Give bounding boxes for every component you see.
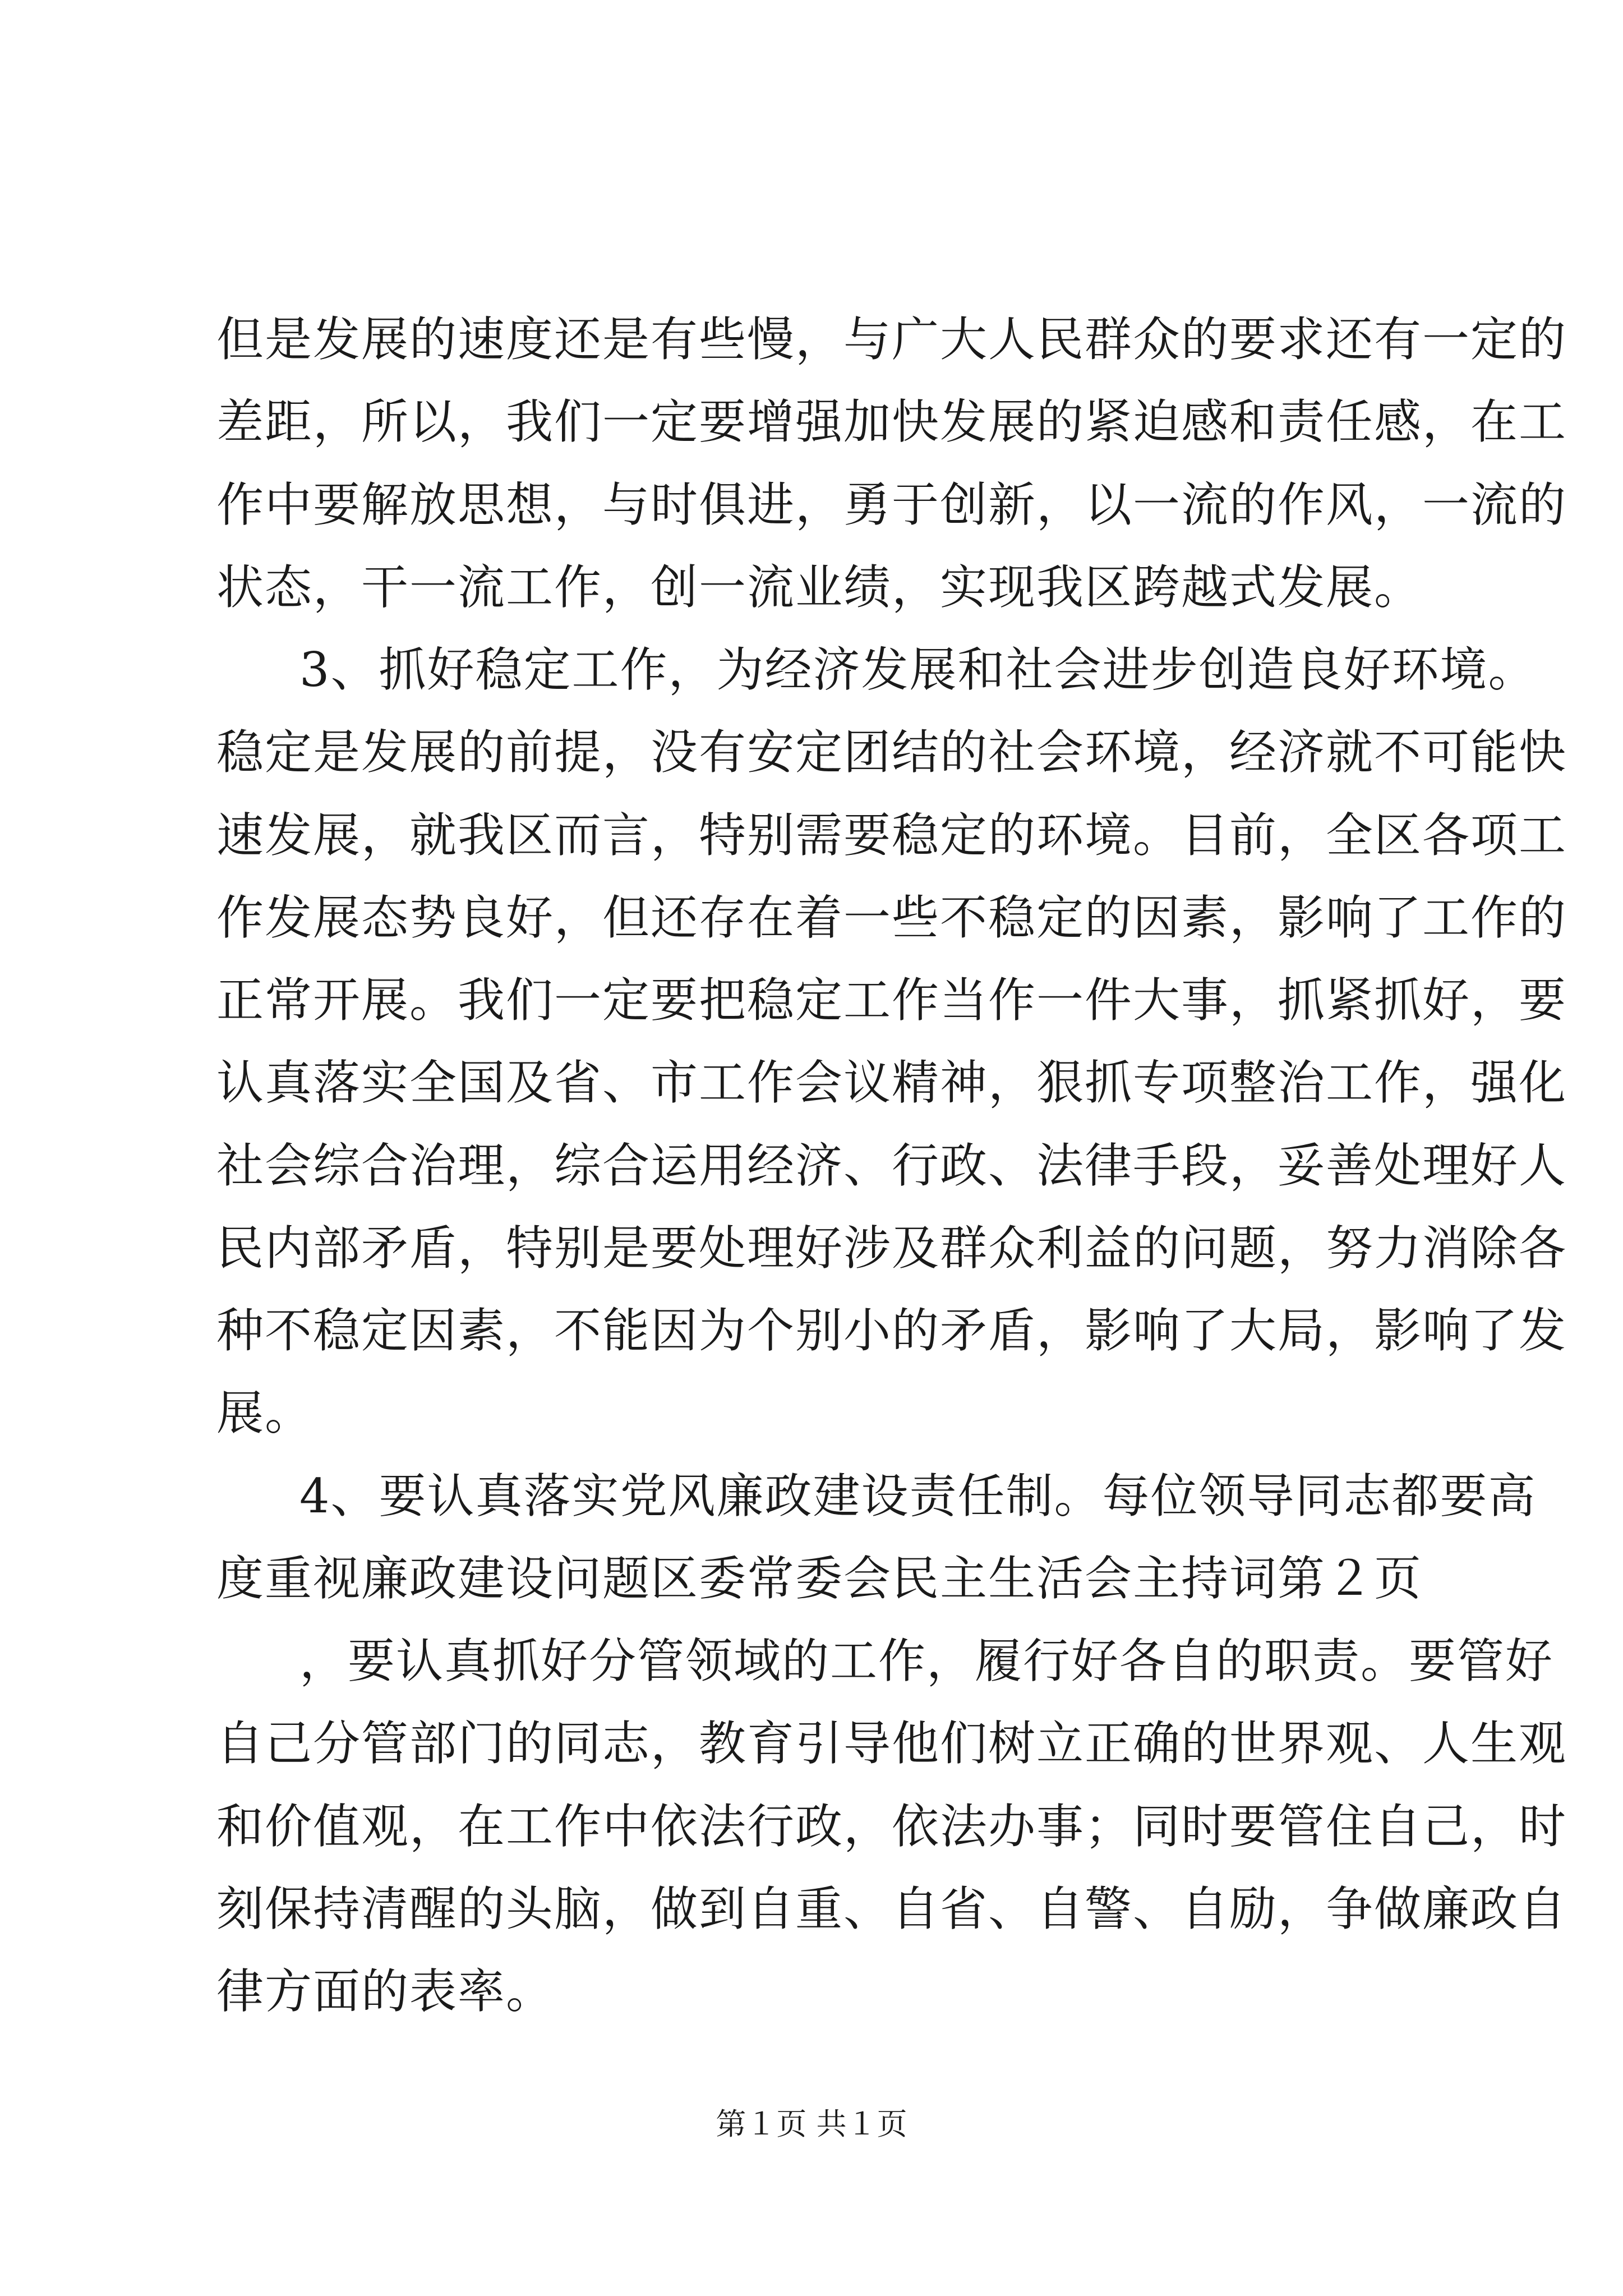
body-text-line: 自己分管部门的同志，教育引导他们树立正确的世界观、人生观 xyxy=(216,1716,1567,1771)
body-text-line: ，要认真抓好分管领域的工作，履行好各自的职责。要管好 xyxy=(299,1634,1554,1688)
body-text-line: 认真落实全国及省、市工作会议精神，狠抓专项整治工作，强化 xyxy=(216,1055,1567,1110)
body-text-line: 种不稳定因素，不能因为个别小的矛盾，影响了大局，影响了发 xyxy=(216,1303,1567,1358)
body-text-line: 但是发展的速度还是有些慢，与广大人民群众的要求还有一定的 xyxy=(216,312,1567,367)
body-text-line: 正常开展。我们一定要把稳定工作当作一件大事，抓紧抓好，要 xyxy=(216,973,1567,1028)
body-text-line: 速发展，就我区而言，特别需要稳定的环境。目前，全区各项工 xyxy=(216,808,1567,863)
body-text-line: 度重视廉政建设问题区委常委会民主生活会主持词第２页 xyxy=(216,1551,1423,1606)
body-text-line: 刻保持清醒的头脑，做到自重、自省、自警、自励，争做廉政自 xyxy=(216,1881,1567,1936)
body-text-line: 状态，干一流工作，创一流业绩，实现我区跨越式发展。 xyxy=(216,560,1423,615)
body-text-line: 稳定是发展的前提，没有安定团结的社会环境，经济就不可能快 xyxy=(216,725,1567,780)
body-text-line: 作发展态势良好，但还存在着一些不稳定的因素，影响了工作的 xyxy=(216,890,1567,945)
page-number-footer: 第１页 共１页 xyxy=(716,2106,907,2142)
body-text-line: 作中要解放思想，与时俱进，勇于创新，以一流的作风，一流的 xyxy=(216,477,1567,532)
paragraph-heading-3: 3、抓好稳定工作，为经济发展和社会进步创造良好环境。 xyxy=(299,642,1537,697)
body-text-line: 民内部矛盾，特别是要处理好涉及群众利益的问题，努力消除各 xyxy=(216,1221,1567,1276)
body-text-line: 和价值观，在工作中依法行政，依法办事；同时要管住自己，时 xyxy=(216,1799,1567,1854)
paragraph-heading-4: 4、要认真落实党风廉政建设责任制。每位领导同志都要高 xyxy=(299,1469,1537,1524)
body-text-line: 展。 xyxy=(216,1386,313,1441)
body-text-line: 社会综合治理，综合运用经济、行政、法律手段，妥善处理好人 xyxy=(216,1138,1567,1193)
body-text-line: 律方面的表率。 xyxy=(216,1964,555,2019)
body-text-line: 差距，所以，我们一定要增强加快发展的紧迫感和责任感，在工 xyxy=(216,394,1567,449)
